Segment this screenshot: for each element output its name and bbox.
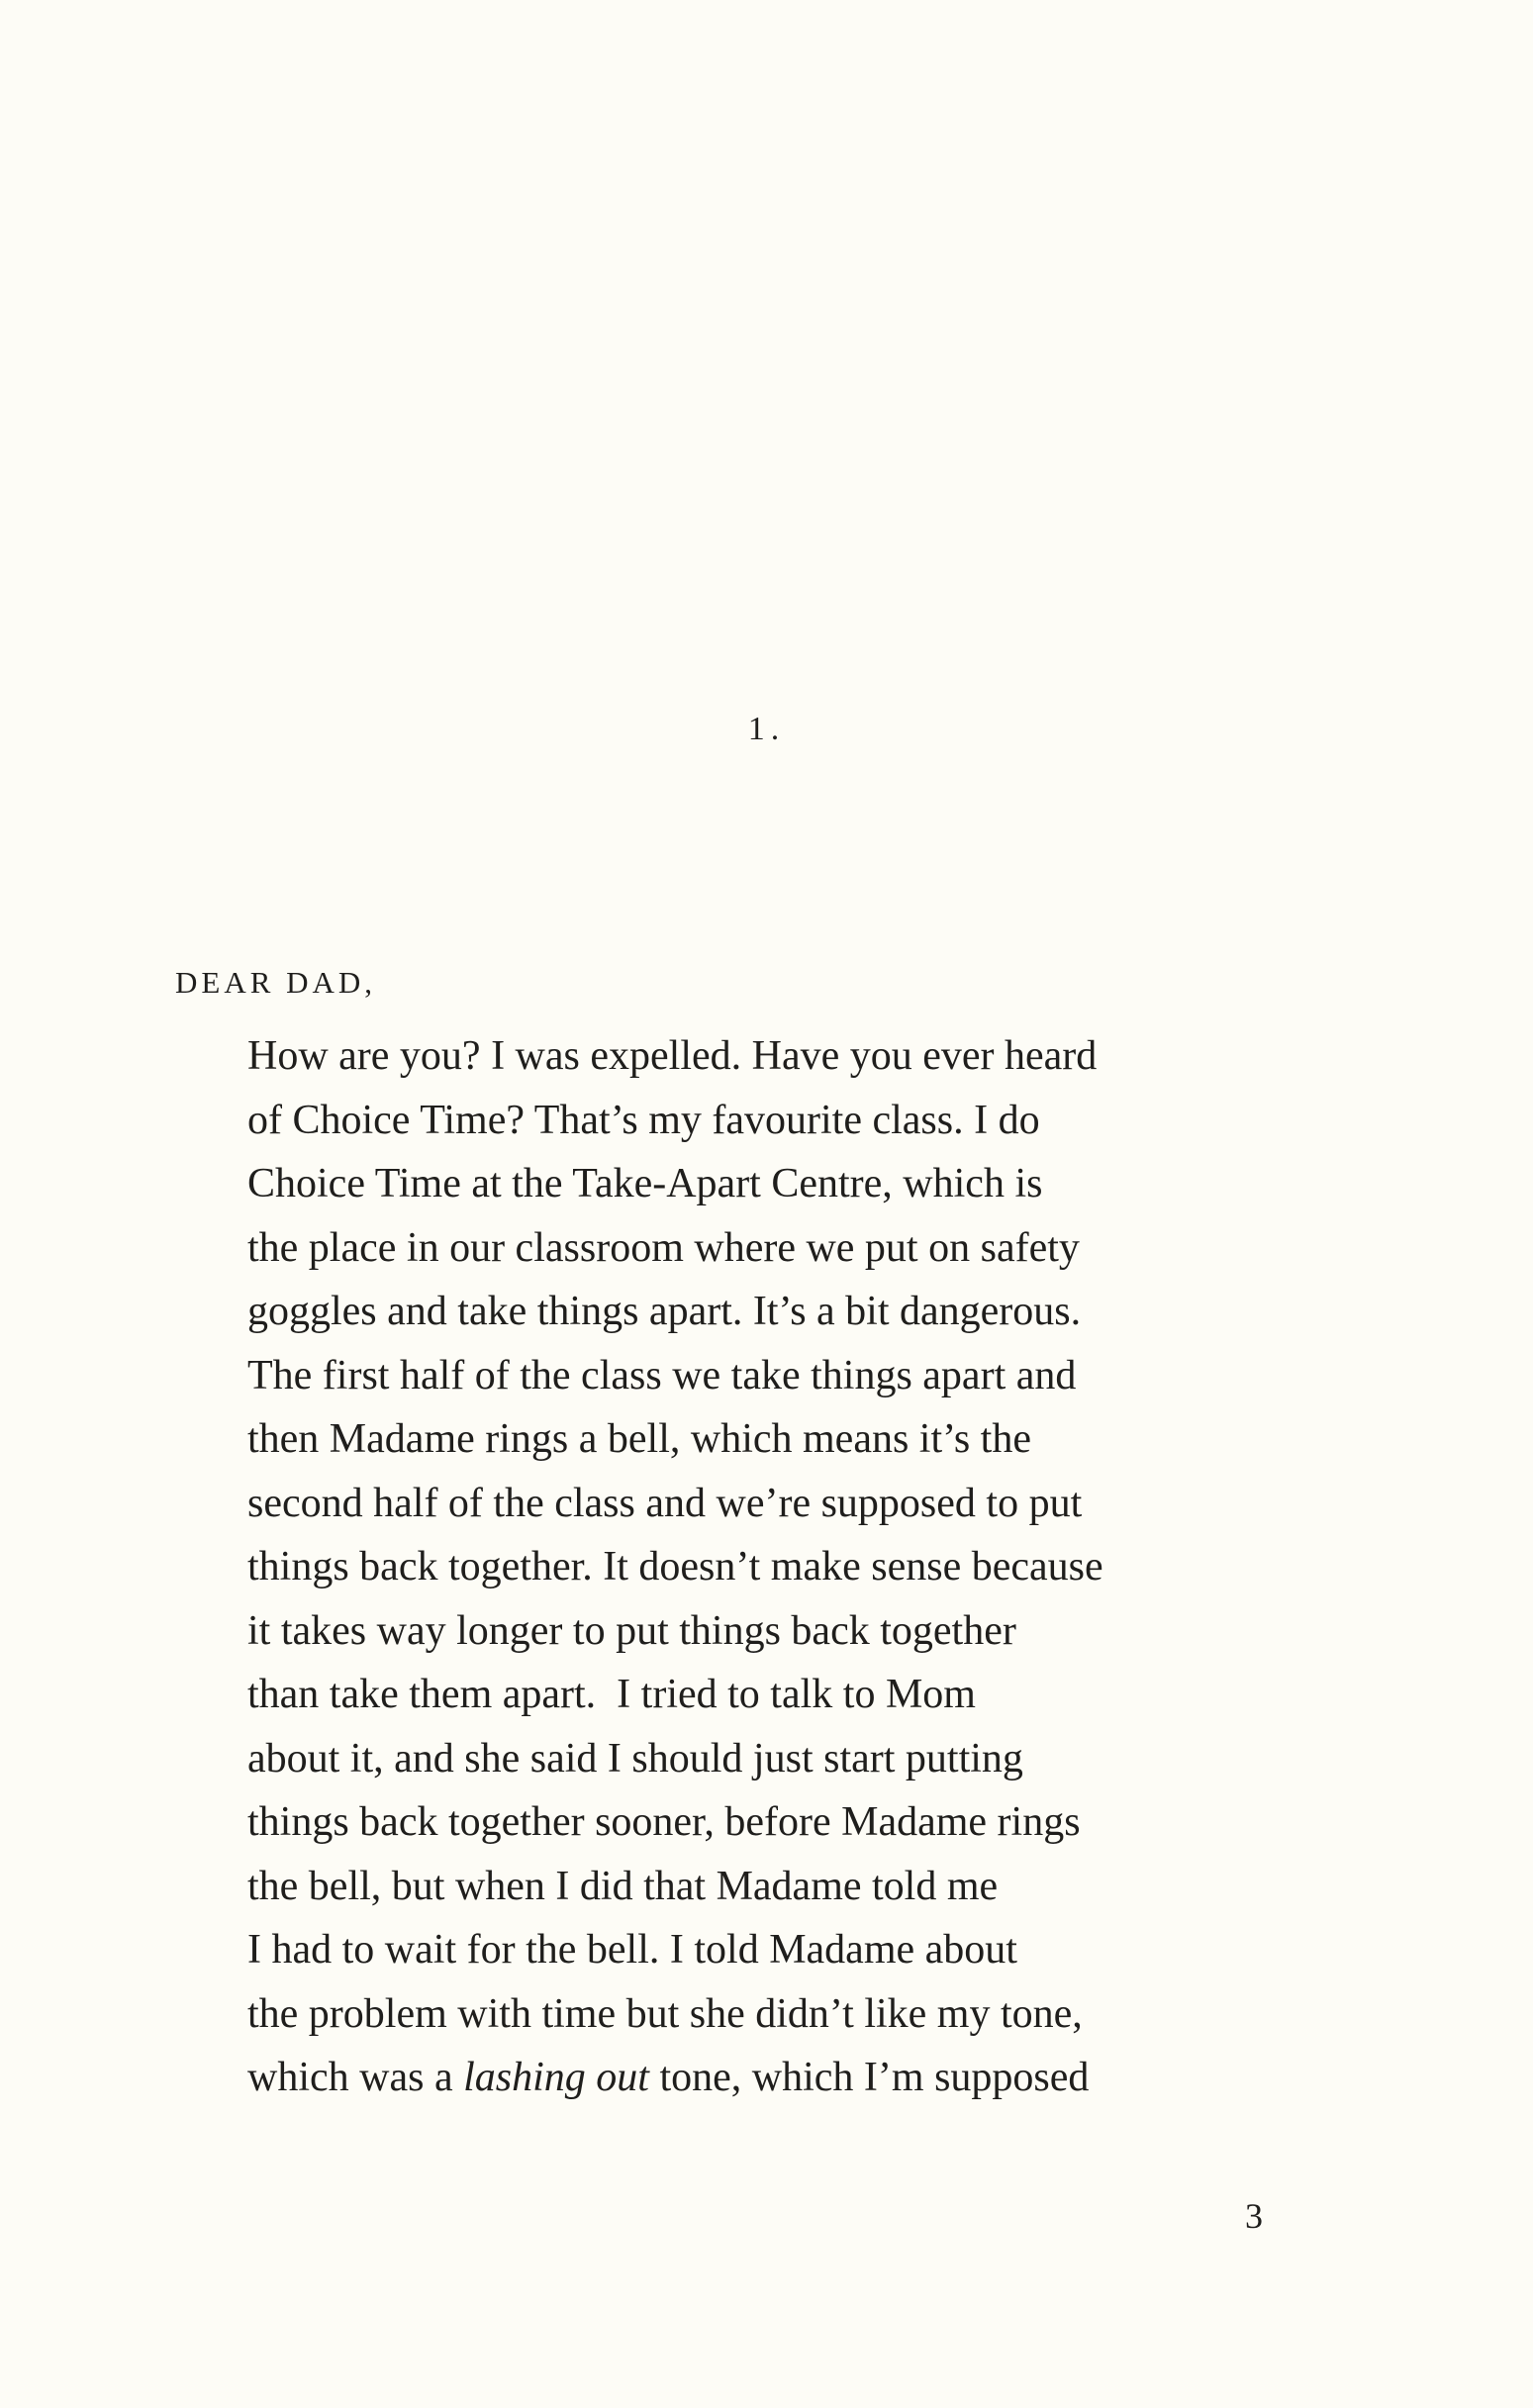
body-line: The first half of the class we take things apart and (247, 1352, 1077, 1398)
body-line-last (247, 2046, 1247, 2110)
body-line: the place in our classroom where we put on safety (247, 1224, 1080, 1271)
body-line: about it, and she said I should just start putting (247, 1735, 1023, 1782)
letter-salutation: DEAR DAD, (175, 965, 377, 1000)
body-line: then Madame rings a bell, which means it’s the (247, 1416, 1031, 1462)
body-line: things back together. It doesn’t make sense because (247, 1544, 1103, 1589)
body-line: things back together sooner, before Madame rings (247, 1799, 1081, 1845)
body-line: Choice Time at the Take-Apart Centre, which is (247, 1161, 1043, 1206)
last-line-before: which was a (247, 2055, 464, 2100)
body-line: it takes way longer to put things back together (247, 1607, 1016, 1654)
chapter-number: 1. (747, 711, 786, 747)
body-line: I had to wait for the bell. I told Madame about (247, 1927, 1017, 1973)
body-line: How are you? I was expelled. Have you ever heard (247, 1033, 1098, 1079)
body-line: the bell, but when I did that Madame told me (247, 1863, 999, 1909)
italic-phrase: lashing out (463, 2055, 649, 2100)
page-number: 3 (1245, 2196, 1263, 2236)
body-line: the problem with time but she didn’t like my tone, (247, 1990, 1083, 2037)
letter-body (247, 1024, 1247, 2110)
body-line: second half of the class and we’re supposed to put (247, 1480, 1083, 1526)
body-line: of Choice Time? That’s my favourite class. I do (247, 1097, 1040, 1143)
last-line-after: tone, which I’m supposed (648, 2055, 1090, 2100)
body-line: goggles and take things apart. It’s a bit dangerous. (247, 1289, 1082, 1334)
body-line: than take them apart. I tried to talk to Mom (247, 1672, 976, 1717)
